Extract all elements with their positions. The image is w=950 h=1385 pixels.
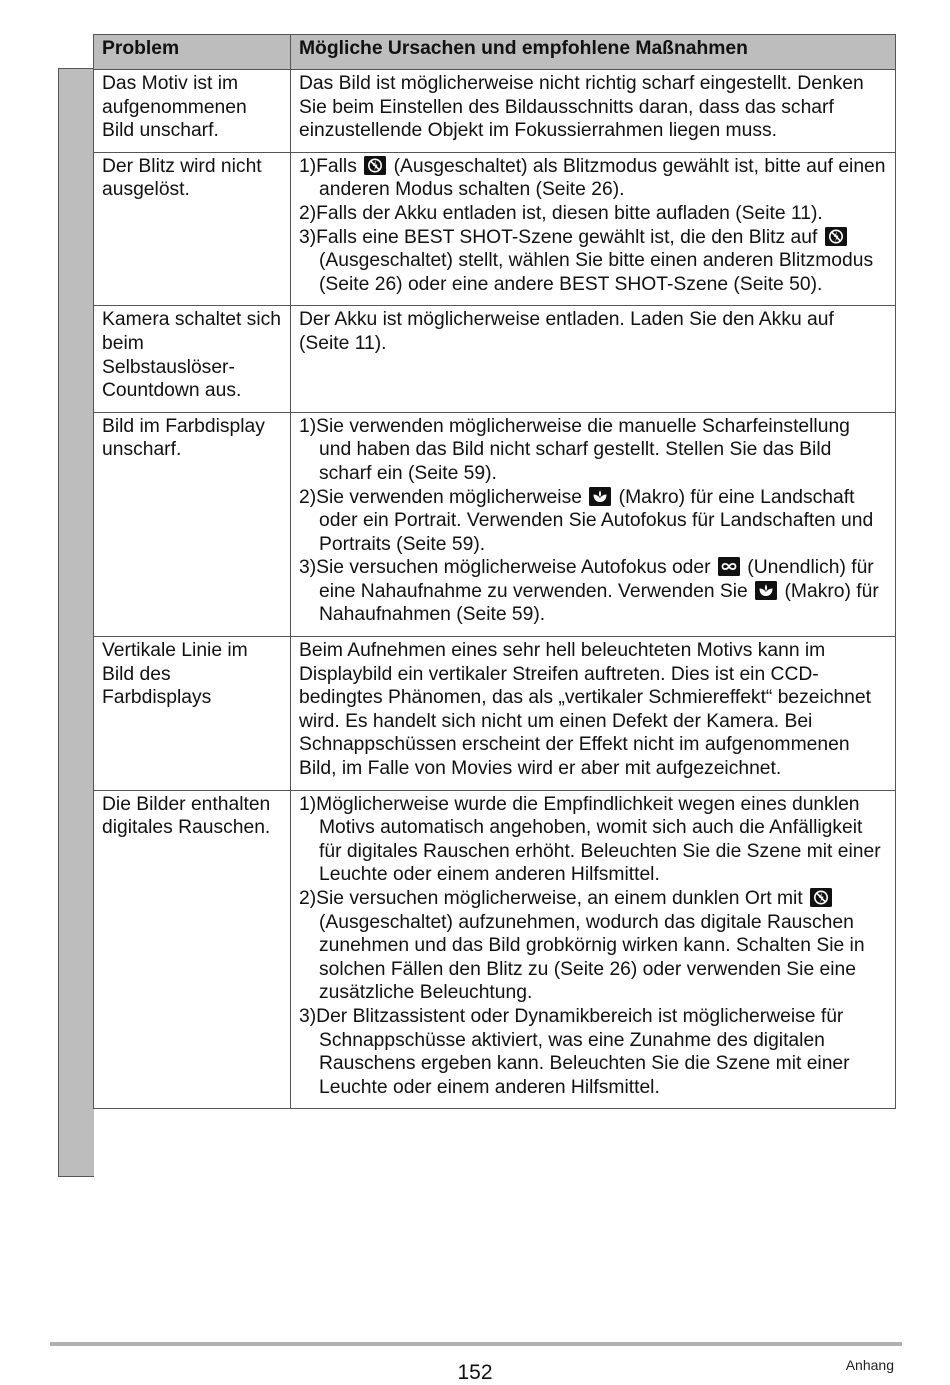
cause-cell xyxy=(291,412,896,636)
cause-cell xyxy=(291,637,896,791)
step-text: (Unendlich) für eine Nahaufnahme zu verwenden. Verwenden Sie xyxy=(319,557,874,602)
cause-text: Der Akku ist möglicherweise entladen. Laden Sie den Akku auf (Seite 11). xyxy=(299,309,834,354)
cause-text: Das Bild ist möglicherweise nicht richtig scharf eingestellt. Denken Sie beim Einstellen des Bildausschnitts daran, dass das scharf einzustellende Objekt im Fokussierrahmen liegen muss. xyxy=(299,73,864,142)
flash-off-icon xyxy=(825,227,847,246)
step-text: 2)Sie versuchen möglicherweise, an einem dunklen Ort mit xyxy=(299,888,803,909)
step-text: 2)Sie verwenden möglicherweise xyxy=(299,486,582,508)
step-text: 3)Sie versuchen möglicherweise Autofokus oder xyxy=(299,557,711,579)
step-item: 1)Sie verwenden möglicherweise die manuelle Scharfeinstellung und haben das Bild nicht scharf gestellt. Stellen Sie das Bild scharf ein (Seite 59). xyxy=(299,415,850,484)
step-text: (Ausgeschaltet) als Blitzmodus gewählt ist, bitte auf einen anderen Modus schalten (Seite 26). xyxy=(319,155,886,201)
table-row xyxy=(94,152,896,306)
flash-off-icon xyxy=(364,156,386,175)
step-text: (Ausgeschaltet) stellt, wählen Sie bitte einen anderen Blitzmodus (Seite 26) oder eine andere BEST SHOT-Szene (Seite 50). xyxy=(319,250,874,295)
table-header-row xyxy=(94,35,896,70)
table-row xyxy=(94,790,896,1109)
problem-cell: Bild im Farbdisplay unscharf. xyxy=(94,412,291,636)
step-item xyxy=(299,887,887,1005)
problem-cell: Die Bilder enthalten digitales Rauschen. xyxy=(94,790,291,1109)
cause-cell xyxy=(291,152,896,306)
problem-cell: Das Motiv ist im aufgenommenen Bild unscharf. xyxy=(94,70,291,153)
step-item xyxy=(299,486,887,557)
infinity-icon xyxy=(718,557,740,576)
page-number: 152 xyxy=(457,1361,493,1384)
cause-cell xyxy=(291,70,896,153)
table-row xyxy=(94,637,896,791)
step-item: 3)Der Blitzassistent oder Dynamikbereich ist möglicherweise für Schnappschüsse aktiviert, was eine Zunahme des digitalen Rauschens ergeben kann. Beleuchten Sie die Szene mit einer Leuchte oder einem anderen Hilfsmittel. xyxy=(299,1005,850,1098)
footer-rule xyxy=(50,1342,902,1346)
step-item: 1)Möglicherweise wurde die Empfindlichkeit wegen eines dunklen Motivs automatisch angehoben, womit sich auch die Anfälligkeit für digitales Rauschen erhöht. Beleuchten Sie die Szene mit einer Leuchte oder einem anderen Hilfsmittel. xyxy=(299,793,881,886)
troubleshooting-table xyxy=(93,34,896,1109)
step-item xyxy=(299,556,887,627)
step-item xyxy=(299,155,887,202)
cause-steps xyxy=(299,155,887,297)
table-row xyxy=(94,306,896,412)
macro-icon xyxy=(755,581,777,600)
macro-icon xyxy=(589,487,611,506)
step-text: 3)Falls eine BEST SHOT-Szene gewählt ist, die den Blitz auf xyxy=(299,226,818,248)
problem-cell: Kamera schaltet sich beim Selbstauslöser-Countdown aus. xyxy=(94,306,291,412)
step-text: (Makro) für eine Landschaft oder ein Portrait. Verwenden Sie Autofokus für Landschaften und Portraits (Seite 59). xyxy=(319,486,874,555)
cause-steps xyxy=(299,415,887,627)
step-text: (Ausgeschaltet) aufzunehmen, wodurch das digitale Rauschen zunehmen und das Bild grobkörnig wirken kann. Schalten Sie in solchen Fällen den Blitz zu (Seite 26) oder verwenden Sie eine zusätzliche Beleuchtung. xyxy=(319,911,865,1004)
cause-text: Beim Aufnehmen eines sehr hell beleuchteten Motivs kann im Displaybild ein vertikaler Streifen auftreten. Dies ist ein CCD-bedingtes Phänomen, das als „vertikaler Schmiereffekt“ bezeichnet wird. Es handelt sich nicht um einen Defekt der Kamera. Bei Schnappschüssen erscheint der Effekt nicht im aufgenommenen Bild, im Falle von Movies wird er aber mit aufgezeichnet. xyxy=(299,640,871,780)
header-causes: Mögliche Ursachen und empfohlene Maßnahmen xyxy=(291,35,896,70)
flash-off-icon xyxy=(810,888,832,907)
cause-cell xyxy=(291,790,896,1109)
table-row xyxy=(94,70,896,153)
cause-steps xyxy=(299,793,887,1100)
section-name: Anhang xyxy=(845,1357,894,1373)
step-item xyxy=(299,226,887,297)
section-side-tab xyxy=(58,68,94,1177)
cause-cell xyxy=(291,306,896,412)
step-item: 2)Falls der Akku entladen ist, diesen bitte aufladen (Seite 11). xyxy=(299,202,823,224)
problem-cell: Vertikale Linie im Bild des Farbdisplays xyxy=(94,637,291,791)
step-text: 1)Falls xyxy=(299,155,357,177)
step-text: (Makro) für Nahaufnahmen (Seite 59). xyxy=(319,580,879,626)
table-row xyxy=(94,412,896,636)
header-problem: Problem xyxy=(94,35,291,70)
problem-cell: Der Blitz wird nicht ausgelöst. xyxy=(94,152,291,306)
